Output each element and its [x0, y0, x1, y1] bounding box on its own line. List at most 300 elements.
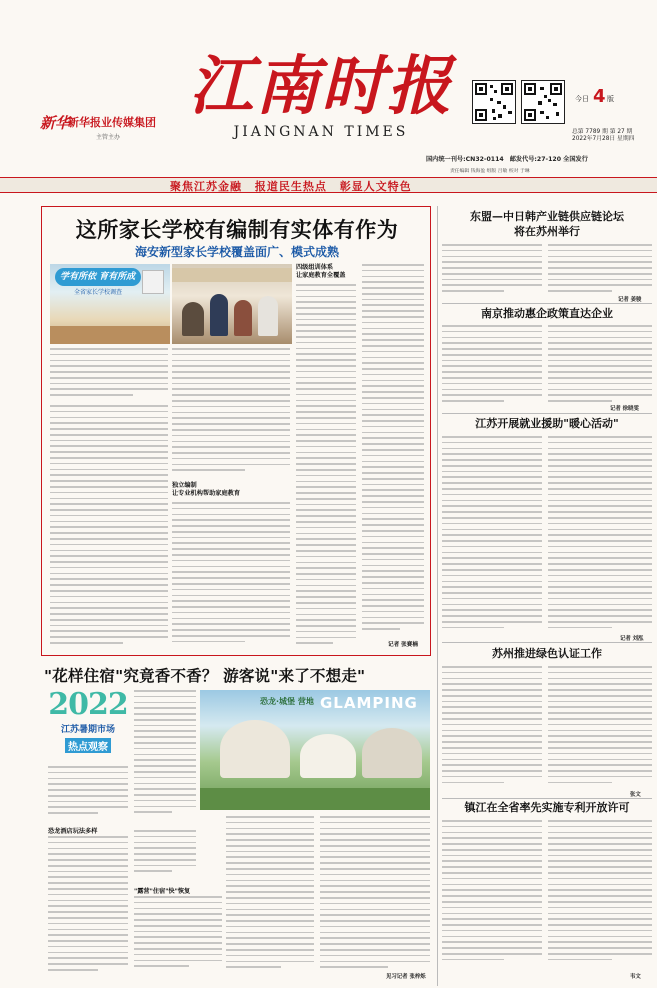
text-line — [50, 445, 168, 447]
text-line — [134, 800, 196, 802]
text-line — [296, 411, 356, 413]
text-line — [50, 590, 168, 592]
text-line — [50, 457, 168, 459]
text-line — [172, 635, 290, 637]
text-line — [548, 764, 652, 766]
text-line — [548, 683, 652, 685]
feature-photo — [200, 690, 430, 810]
text-line — [548, 482, 652, 484]
badge-year: 2022 — [48, 687, 128, 722]
feature-col2b-body — [134, 830, 196, 882]
text-line — [362, 299, 424, 301]
text-line — [442, 820, 542, 822]
text-line — [362, 437, 424, 439]
divider-news3 — [442, 642, 652, 643]
text-line — [296, 394, 356, 396]
text-line — [320, 914, 430, 916]
text-line — [442, 753, 542, 755]
text-line — [362, 264, 424, 266]
text-line — [548, 936, 652, 938]
text-line — [362, 547, 424, 549]
text-line — [442, 436, 542, 438]
text-line — [226, 868, 314, 870]
text-line — [48, 876, 128, 878]
text-line — [134, 725, 196, 727]
text-line — [134, 783, 196, 785]
text-line — [134, 859, 196, 861]
text-line — [296, 596, 356, 598]
text-line — [296, 562, 356, 564]
text-line — [442, 913, 542, 915]
text-line — [362, 524, 424, 526]
text-line — [362, 333, 424, 335]
text-line — [442, 604, 542, 606]
text-line — [320, 845, 430, 847]
text-line — [548, 730, 652, 732]
text-line — [362, 576, 424, 578]
text-line — [362, 495, 424, 497]
news1-body-left — [442, 244, 542, 300]
text-line — [442, 712, 542, 714]
xinhua-logo: 新华 — [40, 114, 71, 132]
text-line — [442, 695, 542, 697]
text-line — [442, 494, 542, 496]
news2-title: 南京推动惠企政策直达企业 — [481, 307, 613, 320]
text-line — [172, 383, 290, 385]
text-line — [226, 903, 314, 905]
text-line — [442, 666, 542, 668]
text-line — [320, 839, 430, 841]
text-line — [172, 571, 290, 573]
text-line — [442, 770, 542, 772]
text-line — [320, 909, 430, 911]
text-line — [172, 423, 290, 425]
text-line — [134, 960, 222, 962]
text-line — [172, 577, 290, 579]
text-line — [172, 525, 290, 527]
text-line — [172, 583, 290, 585]
slogan-text — [170, 178, 490, 192]
text-line — [362, 362, 424, 364]
text-line — [320, 937, 430, 939]
lead-col3-body — [296, 284, 356, 650]
text-line — [362, 588, 424, 590]
text-line — [320, 862, 430, 864]
text-line — [296, 434, 356, 436]
text-line — [320, 943, 430, 945]
text-line — [362, 397, 424, 399]
text-line — [320, 880, 430, 882]
text-line — [296, 538, 356, 540]
text-line — [442, 465, 542, 467]
text-line — [442, 459, 542, 461]
text-line — [296, 642, 333, 644]
lead-subhead-1b: 让专业机构帮助家庭教育 — [172, 490, 241, 497]
text-line — [296, 550, 356, 552]
text-line — [172, 400, 290, 402]
text-line — [320, 920, 430, 922]
lead-col2-body-bottom — [172, 502, 290, 650]
text-line — [548, 724, 652, 726]
text-line — [48, 934, 128, 936]
post-code: 邮发代号:27-120 全国发行 — [509, 156, 588, 163]
text-line — [548, 284, 652, 286]
text-line — [296, 371, 356, 373]
text-line — [134, 830, 196, 832]
text-line — [548, 918, 652, 920]
edition-count: 4 — [593, 86, 606, 107]
text-line — [50, 463, 168, 465]
text-line — [548, 930, 652, 932]
feature-col1-body-bottom — [48, 836, 128, 978]
text-line — [50, 428, 168, 430]
lead-title: 这所家长学校有编制有实体有作为 — [75, 218, 399, 242]
text-line — [548, 741, 652, 743]
edition-box — [571, 88, 651, 128]
text-line — [296, 573, 356, 575]
text-line — [442, 348, 542, 350]
text-line — [48, 882, 128, 884]
text-line — [134, 707, 196, 709]
text-line — [442, 689, 542, 691]
text-line — [442, 866, 542, 868]
text-line — [548, 604, 652, 606]
text-line — [362, 385, 424, 387]
text-line — [548, 552, 652, 554]
text-line — [50, 630, 168, 632]
text-line — [548, 678, 652, 680]
text-line — [442, 511, 542, 513]
text-line — [548, 365, 652, 367]
feature-col2-body — [134, 690, 196, 820]
text-line — [320, 868, 430, 870]
text-line — [362, 414, 424, 416]
feature-photo-caption: 恐龙·城堡 营地 — [260, 697, 314, 706]
text-line — [172, 502, 290, 504]
text-line — [362, 426, 424, 428]
text-line — [50, 625, 168, 627]
text-line — [50, 636, 168, 638]
text-line — [172, 548, 290, 550]
text-line — [548, 843, 652, 845]
feature-title: "花样住宿"究竟香不香？ 游客说"来了不想走" — [44, 667, 366, 685]
text-line — [50, 498, 168, 500]
text-line — [362, 293, 424, 295]
text-line — [296, 533, 356, 535]
text-line — [442, 365, 542, 367]
text-line — [50, 596, 168, 598]
news2-byline: 记者 徐晓雯 — [610, 406, 639, 412]
text-line — [442, 331, 542, 333]
text-line — [548, 563, 652, 565]
text-line — [548, 557, 652, 559]
text-line — [48, 812, 98, 814]
text-line — [362, 420, 424, 422]
divider-news2 — [442, 413, 652, 414]
text-line — [134, 696, 196, 698]
text-line — [296, 504, 356, 506]
text-line — [362, 617, 424, 619]
text-line — [296, 324, 356, 326]
text-line — [320, 897, 430, 899]
text-line — [172, 623, 290, 625]
text-line — [296, 296, 356, 298]
text-line — [548, 465, 652, 467]
text-line — [296, 336, 356, 338]
text-line — [442, 284, 542, 286]
text-line — [548, 354, 652, 356]
text-line — [50, 602, 168, 604]
text-line — [442, 448, 542, 450]
text-line — [50, 451, 168, 453]
text-line — [50, 417, 168, 419]
text-line — [362, 449, 424, 451]
news4-byline: 张文 — [630, 792, 641, 798]
text-line — [172, 365, 290, 367]
text-line — [548, 706, 652, 708]
text-line — [548, 689, 652, 691]
text-line — [172, 514, 290, 516]
text-line — [362, 542, 424, 544]
text-line — [48, 795, 128, 797]
text-line — [442, 383, 542, 385]
text-line — [134, 806, 196, 808]
text-line — [362, 472, 424, 474]
text-line — [48, 789, 128, 791]
text-line — [296, 446, 356, 448]
text-line — [362, 594, 424, 596]
text-line — [548, 575, 652, 577]
text-line — [442, 569, 542, 571]
text-line — [548, 953, 652, 955]
text-line — [48, 836, 128, 838]
text-line — [548, 901, 652, 903]
text-line — [172, 618, 290, 620]
text-line — [50, 578, 168, 580]
text-line — [442, 924, 542, 926]
text-line — [50, 544, 168, 546]
text-line — [442, 354, 542, 356]
text-line — [442, 377, 542, 379]
text-line — [442, 730, 542, 732]
text-line — [442, 290, 504, 292]
text-line — [134, 836, 196, 838]
text-line — [172, 429, 290, 431]
lead-col1-body — [50, 405, 168, 650]
text-line — [296, 377, 356, 379]
text-line — [548, 523, 652, 525]
text-line — [548, 244, 652, 246]
text-line — [362, 513, 424, 515]
lead-subhead-2: 四级组训体系 — [296, 264, 334, 271]
text-line — [442, 505, 542, 507]
text-line — [362, 380, 424, 382]
text-line — [50, 619, 168, 621]
text-line — [296, 417, 356, 419]
text-line — [442, 724, 542, 726]
text-line — [134, 702, 196, 704]
text-line — [442, 598, 542, 600]
text-line — [50, 521, 168, 523]
text-line — [442, 947, 542, 949]
text-line — [362, 432, 424, 434]
text-line — [362, 518, 424, 520]
text-line — [362, 570, 424, 572]
text-line — [442, 471, 542, 473]
text-line — [296, 365, 356, 367]
publication-codes — [426, 156, 654, 164]
text-line — [134, 730, 196, 732]
text-line — [548, 753, 652, 755]
text-line — [442, 557, 542, 559]
text-line — [48, 778, 128, 780]
text-line — [296, 498, 356, 500]
text-line — [296, 625, 356, 627]
slogan-1: 聚焦江苏金融 — [170, 180, 242, 193]
feature-col2c-body — [134, 896, 222, 976]
text-line — [548, 261, 652, 263]
text-line — [362, 501, 424, 503]
text-line — [172, 542, 290, 544]
text-line — [548, 627, 612, 629]
text-line — [442, 586, 542, 588]
text-line — [362, 374, 424, 376]
text-line — [362, 304, 424, 306]
text-line — [442, 546, 542, 548]
text-line — [442, 273, 542, 275]
text-line — [226, 909, 314, 911]
text-line — [548, 712, 652, 714]
text-line — [48, 865, 128, 867]
text-line — [172, 595, 290, 597]
text-line — [296, 567, 356, 569]
text-line — [548, 389, 652, 391]
text-line — [548, 342, 652, 344]
text-line — [296, 509, 356, 511]
news3-title: 江苏开展就业援助"暖心活动" — [475, 417, 619, 430]
text-line — [50, 613, 168, 615]
text-line — [296, 585, 356, 587]
text-line — [172, 417, 290, 419]
text-line — [442, 337, 542, 339]
text-line — [48, 848, 128, 850]
text-line — [50, 503, 168, 505]
news4-title: 苏州推进绿色认证工作 — [492, 647, 602, 660]
text-line — [548, 621, 652, 623]
text-line — [362, 403, 424, 405]
text-line — [226, 943, 314, 945]
text-line — [296, 342, 356, 344]
text-line — [134, 788, 196, 790]
text-line — [226, 845, 314, 847]
divider-news4 — [442, 798, 652, 799]
text-line — [548, 442, 652, 444]
text-line — [50, 469, 168, 471]
text-line — [548, 505, 652, 507]
text-line — [362, 536, 424, 538]
text-line — [320, 891, 430, 893]
text-line — [548, 782, 612, 784]
right-column-divider — [437, 206, 438, 986]
feature-subhead-2: "露营"住宿"快"恢复 — [134, 888, 191, 895]
text-line — [50, 411, 168, 413]
text-line — [548, 820, 652, 822]
text-line — [48, 917, 128, 919]
text-line — [362, 339, 424, 341]
text-line — [226, 897, 314, 899]
text-line — [296, 481, 356, 483]
text-line — [548, 377, 652, 379]
text-line — [442, 575, 542, 577]
issue-total: 总第 7789 期 — [572, 129, 608, 135]
text-line — [442, 592, 542, 594]
text-line — [296, 313, 356, 315]
photo-banner-sub: 全省家长学校调查 — [74, 289, 123, 296]
editor-credits: 责任编辑 钱海盈 组版 吕敏 校对 于琳 — [450, 169, 530, 174]
text-line — [548, 459, 652, 461]
text-line — [548, 273, 652, 275]
text-line — [442, 476, 542, 478]
text-line — [442, 706, 542, 708]
news5-body-right — [548, 820, 652, 970]
text-line — [50, 434, 168, 436]
text-line — [226, 851, 314, 853]
text-line — [548, 360, 652, 362]
feature-col3-body — [226, 816, 314, 978]
text-line — [548, 371, 652, 373]
text-line — [362, 443, 424, 445]
text-line — [226, 920, 314, 922]
text-line — [172, 394, 290, 396]
text-line — [442, 718, 542, 720]
text-line — [50, 526, 168, 528]
text-line — [172, 435, 290, 437]
text-line — [442, 517, 542, 519]
text-line — [296, 348, 356, 350]
text-line — [50, 550, 168, 552]
text-line — [442, 442, 542, 444]
text-line — [134, 719, 196, 721]
feature-badge — [48, 687, 128, 760]
text-line — [442, 615, 542, 617]
text-line — [362, 507, 424, 509]
text-line — [48, 894, 128, 896]
text-line — [296, 290, 356, 292]
badge-line1: 江苏暑期市场 — [60, 725, 115, 735]
news3-body-right — [548, 436, 652, 638]
text-line — [296, 475, 356, 477]
text-line — [172, 560, 290, 562]
text-line — [134, 925, 222, 927]
text-line — [362, 368, 424, 370]
text-line — [548, 907, 652, 909]
news1-byline: 记者 姜骏 — [618, 297, 642, 303]
text-line — [296, 469, 356, 471]
sponsor-label: 主管主办 — [96, 134, 121, 141]
text-line — [320, 926, 430, 928]
masthead-title: 江南时报 — [189, 49, 453, 124]
text-line — [320, 851, 430, 853]
text-line — [548, 878, 652, 880]
text-line — [226, 822, 314, 824]
text-line — [50, 405, 168, 407]
text-line — [48, 969, 98, 971]
text-line — [442, 855, 542, 857]
text-line — [362, 582, 424, 584]
text-line — [548, 436, 652, 438]
text-line — [362, 281, 424, 283]
text-line — [548, 476, 652, 478]
